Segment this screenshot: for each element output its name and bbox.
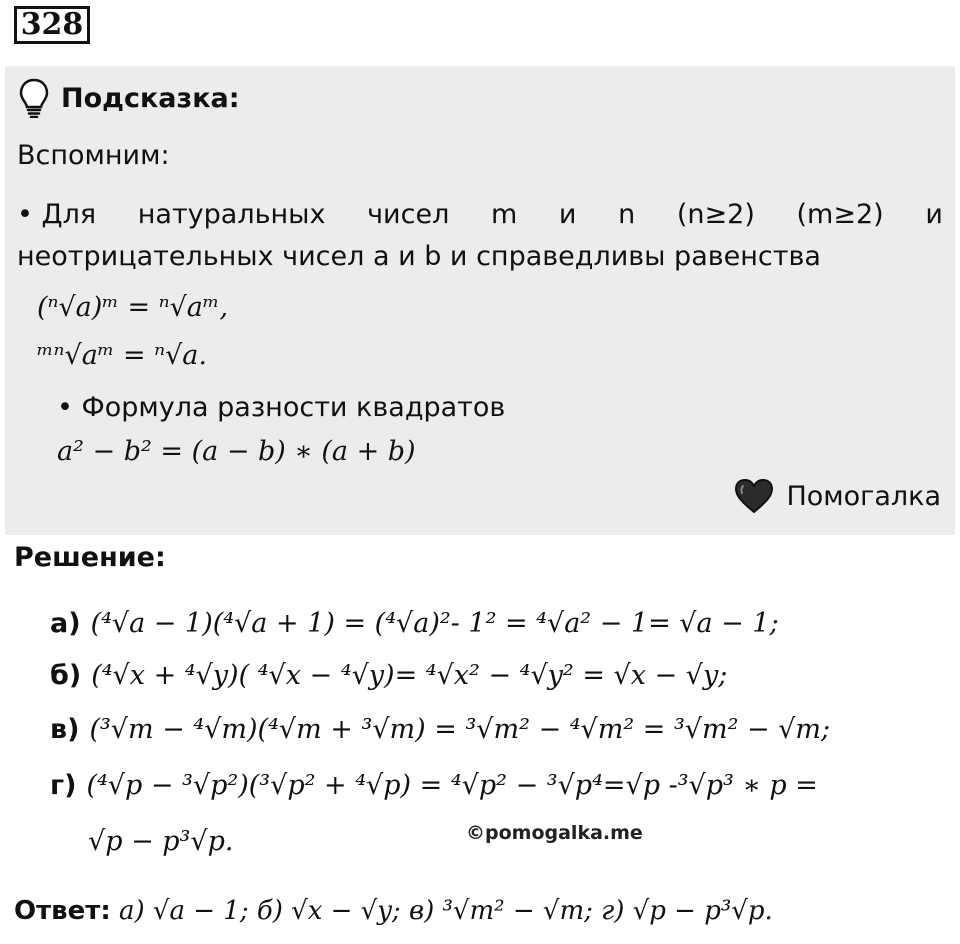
- solution-expression: √p − p³√p.: [88, 826, 234, 857]
- answer-label: Ответ:: [14, 896, 111, 926]
- solution-label: а): [50, 608, 81, 639]
- rule1-word: натуральных: [137, 199, 326, 230]
- solution-label: в): [50, 714, 80, 745]
- solution-line-b: [50, 660, 727, 691]
- solution-label: б): [50, 660, 82, 691]
- formula-root-reduction: ᵐⁿ√aᵐ = ⁿ√a.: [37, 340, 207, 371]
- lightbulb-icon: [19, 78, 49, 118]
- rule1-word: (m≥2): [796, 199, 884, 230]
- problem-number: 328: [14, 6, 90, 44]
- solution-expression: (⁴√x + ⁴√y)( ⁴√x − ⁴√y)= ⁴√x² − ⁴√y² = √x − √y;: [91, 660, 728, 691]
- answer: [14, 896, 773, 926]
- brand-label: Помогалка: [786, 480, 941, 512]
- solution-expression: (³√m − ⁴√m)(⁴√m + ³√m) = ³√m² − ⁴√m² = ³√m² − √m;: [89, 714, 831, 745]
- rule1-line2: неотрицательных чисел a и b и справедливы равенства: [17, 241, 821, 272]
- watermark: ©pomogalka.me: [466, 822, 643, 844]
- rule1-word: • Для: [17, 199, 97, 230]
- hint-intro: Вспомним:: [17, 140, 170, 171]
- rule1-word: и: [558, 199, 577, 230]
- solution-expression: (⁴√a − 1)(⁴√a + 1) = (⁴√a)²- 1² = ⁴√a² − 1= √a − 1;: [90, 608, 779, 639]
- heart-icon: [734, 478, 774, 514]
- rule1-word: n: [618, 199, 636, 230]
- formula-difference-of-squares: a² − b² = (a − b) ∗ (a + b): [57, 436, 416, 467]
- solution-line-g: [50, 770, 818, 801]
- rule1-word: и: [925, 199, 943, 230]
- solution-title: Решение:: [14, 542, 166, 573]
- hint-title: Подсказка:: [61, 82, 240, 114]
- brand: [734, 478, 941, 514]
- formula-power-root: (ⁿ√a)ᵐ = ⁿ√aᵐ,: [37, 292, 229, 323]
- rule1-word: чисел: [367, 199, 450, 230]
- rule1-word: (n≥2): [676, 199, 755, 230]
- hint-header: [19, 78, 240, 118]
- solution-line-g-continued: [88, 826, 233, 857]
- rule-natural-numbers: [17, 194, 943, 278]
- solution-label: г): [50, 770, 77, 801]
- rule-difference-of-squares: • Формула разности квадратов: [57, 392, 506, 423]
- solution-line-a: [50, 608, 779, 639]
- hint-panel: [5, 66, 955, 535]
- rule1-word: m: [490, 199, 518, 230]
- solution-line-v: [50, 714, 830, 745]
- answer-text: а) √a − 1; б) √x − √y; в) ³√m² − √m; г) √p − p³√p.: [110, 896, 773, 926]
- solution-expression: (⁴√p − ³√p²)(³√p² + ⁴√p) = ⁴√p² − ³√p⁴=√p -³√p³ ∗ p =: [86, 770, 818, 801]
